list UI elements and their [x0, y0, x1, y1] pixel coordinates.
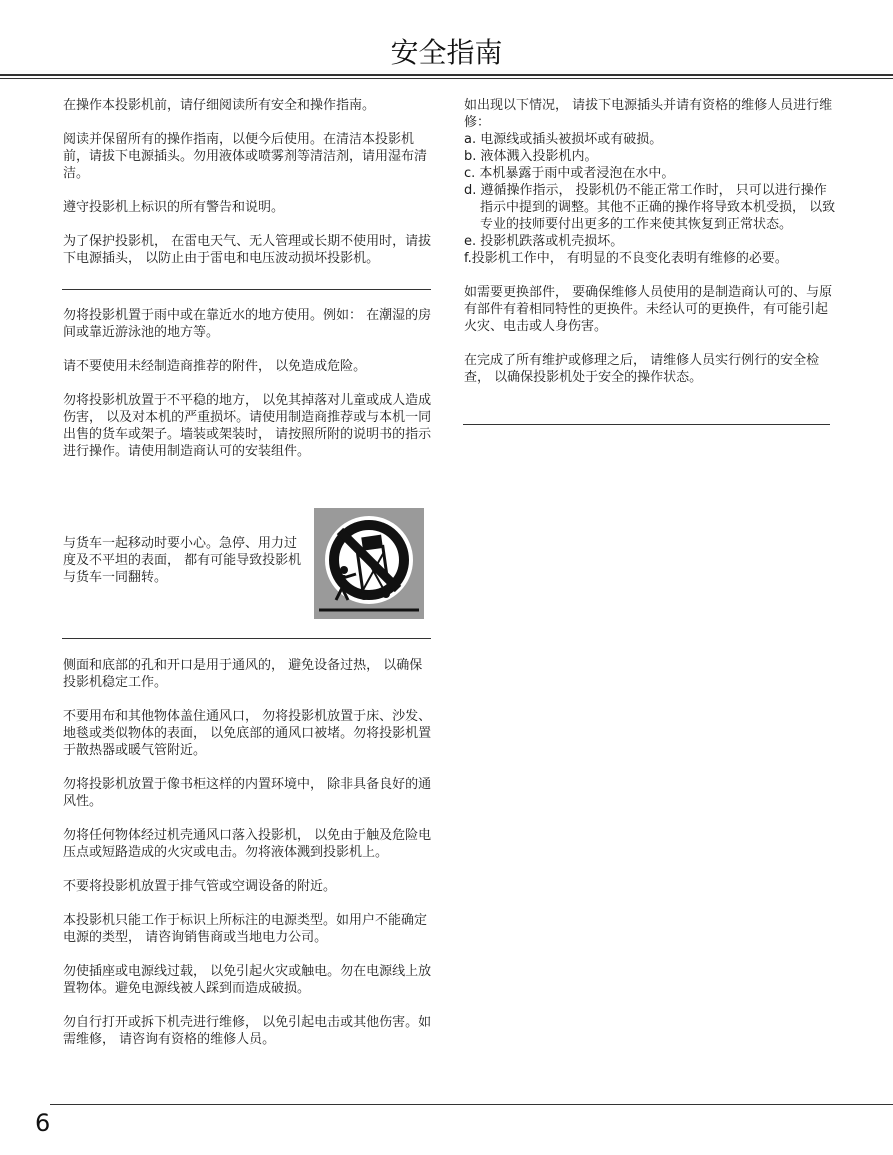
paragraph: 不要将投影机放置于排气管或空调设备的附近。 — [63, 879, 337, 894]
list-item: b. 液体溅入投影机内。 — [464, 149, 598, 164]
cart-tip-over-icon — [314, 508, 424, 619]
paragraph: 在完成了所有维护或修理之后， 请维修人员实行例行的安全检查， 以确保投影机处于安全的操作状态。 — [464, 353, 820, 385]
paragraph: 阅读并保留所有的操作指南，以便今后使用。在清洁本投影机前，请拔下电源插头。勿用液体或喷雾剂等清洁剂，请用湿布清洁。 — [63, 132, 428, 181]
right-section-1 — [464, 97, 836, 386]
paragraph: 勿将投影机放置于不平稳的地方， 以免其掉落对儿童或成人造成伤害， 以及对本机的严重损坏。请使用制造商推荐或与本机一同出售的货车或架子。墙装或架装时， 请按照所附的说明书的指示进行操作。请使用制造商认可的安装组件。 — [63, 393, 432, 459]
paragraph: 如需要更换部件， 要确保维修人员使用的是制造商认可的、与原有部件有着相同特性的更换件。未经认可的更换件，有可能引起火灾、电击或人身伤害。 — [464, 285, 833, 334]
left-section-3 — [63, 657, 433, 1048]
paragraph: 与货车一起移动时要小心。急停、用力过度及不平坦的表面， 都有可能导致投影机与货车一同翻转。 — [63, 536, 302, 585]
paragraph: 遵守投影机上标识的所有警告和说明。 — [63, 200, 285, 215]
title-rule-thin — [0, 78, 893, 79]
cart-warning — [63, 535, 303, 586]
list-item: e. 投影机跌落或机壳损坏。 — [464, 234, 624, 249]
page-number: 6 — [35, 1109, 51, 1137]
paragraph: 侧面和底部的孔和开口是用于通风的， 避免设备过热， 以确保投影机稳定工作。 — [63, 658, 423, 690]
section-divider — [62, 638, 431, 639]
paragraph: 为了保护投影机， 在雷电天气、无人管理或长期不使用时，请拔下电源插头， 以防止由于雷电和电压波动损坏投影机。 — [63, 234, 432, 266]
list-item: a. 电源线或插头被损坏或有破损。 — [464, 132, 663, 147]
paragraph: 不要用布和其他物体盖住通风口， 勿将投影机放置于床、沙发、地毯或类似物体的表面， 以免底部的通风口被堵。勿将投影机置于散热器或暖气管附近。 — [63, 709, 432, 758]
page-title: 安全指南 — [390, 36, 503, 69]
list-item: c. 本机暴露于雨中或者浸泡在水中。 — [464, 166, 675, 181]
paragraph: 勿自行打开或拆下机壳进行维修， 以免引起电击或其他伤害。如需维修， 请咨询有资格的维修人员。 — [63, 1015, 432, 1047]
left-section-2 — [63, 307, 433, 460]
section-divider — [62, 289, 431, 290]
footer-rule — [50, 1104, 893, 1105]
left-section-1 — [63, 97, 433, 267]
list-item: f.投影机工作中， 有明显的不良变化表明有维修的必要。 — [464, 251, 788, 266]
paragraph: 勿将投影机放置于像书柜这样的内置环境中， 除非具备良好的通风性。 — [63, 777, 432, 809]
paragraph: 请不要使用未经制造商推荐的附件， 以免造成危险。 — [63, 359, 367, 374]
paragraph: 勿使插座或电源线过载， 以免引起火灾或触电。勿在电源线上放置物体。避免电源线被人踩到而造成破损。 — [63, 964, 432, 996]
paragraph: 本投影机只能工作于标识上所标注的电源类型。如用户不能确定电源的类型， 请咨询销售商或当地电力公司。 — [63, 913, 428, 945]
list-item: d. 遵循操作指示， 投影机仍不能正常工作时， 只可以进行操作指示中提到的调整。其他不正确的操作将导致本机受损， 以致专业的技师要付出更多的工作来使其恢复到正常状态。 — [464, 183, 836, 232]
paragraph: 如出现以下情况， 请拔下电源插头并请有资格的维修人员进行维修： — [464, 98, 833, 130]
paragraph: 在操作本投影机前，请仔细阅读所有安全和操作指南。 — [63, 98, 376, 113]
paragraph: 勿将投影机置于雨中或在靠近水的地方使用。例如： 在潮湿的房间或靠近游泳池的地方等。 — [63, 308, 432, 340]
title-rule-thick — [0, 74, 893, 76]
paragraph: 勿将任何物体经过机壳通风口落入投影机， 以免由于触及危险电压点或短路造成的火灾或电击。勿将液体溅到投影机上。 — [63, 828, 432, 860]
section-divider — [463, 424, 830, 425]
